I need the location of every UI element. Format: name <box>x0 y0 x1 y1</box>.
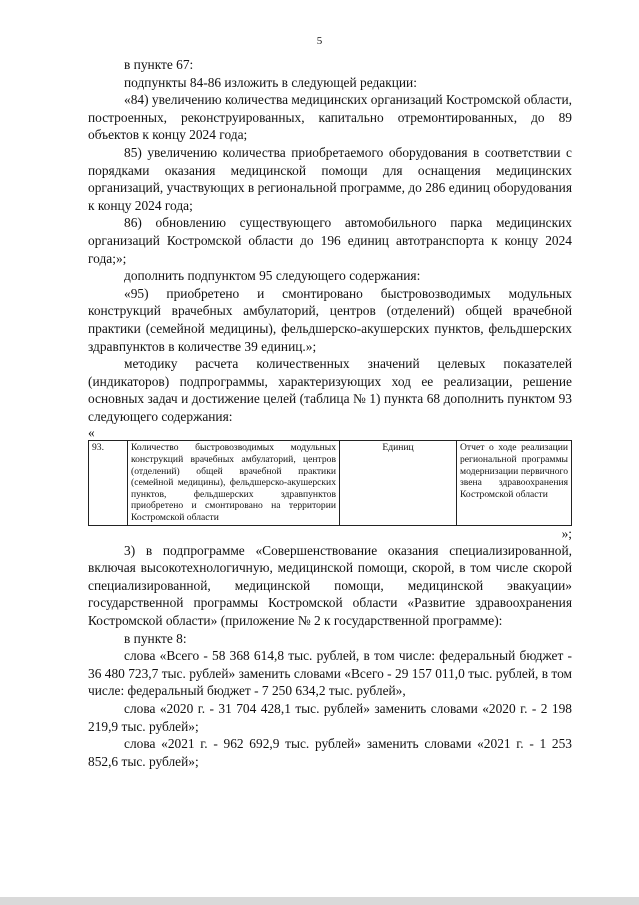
paragraph-subprogram-3: 3) в подпрограмме «Совершенствование оказания специализированной, включая высокотехнологичную, медицинской помощи, скорой, в том числе скорой специализированной, медицинской помощи, медицинской эвакуации» государственной программы Костромской области «Развитие здравоохранения Костромской области» (приложение № 2 к государственной программе): <box>88 542 572 628</box>
cell-source: Отчет о ходе реализации региональной программы модернизации первичного звена здравоохранения Костромской области <box>457 441 572 525</box>
indicator-table <box>88 440 572 525</box>
cell-unit: Единиц <box>340 441 457 525</box>
paragraph-subpoints-84-86: подпункты 84-86 изложить в следующей редакции: <box>124 74 417 90</box>
paragraph-subpoint-85: 85) увеличению количества приобретаемого оборудования в соответствии с порядками оказания медицинской помощи для оснащения медицинских организаций, участвующих в региональной программе, до 286 единиц оборудования к концу 2024 года; <box>88 144 572 213</box>
paragraph-2020-replace: слова «2020 г. - 31 704 428,1 тыс. рублей» заменить словами «2020 г. - 2 198 219,9 тыс. рублей»; <box>88 700 572 734</box>
cell-indicator-name: Количество быстровозводимых модульных конструкций врачебных амбулаторий, центров (отделений) общей врачебной практики (семейной медицины), фельдшерско-акушерских пунктов, фельдшерских здравпунктов приобретено и смонтировано на территории Костромской области <box>128 441 340 525</box>
cell-number: 93. <box>89 441 128 525</box>
paragraph-total-replace: слова «Всего - 58 368 614,8 тыс. рублей, в том числе: федеральный бюджет - 36 480 723,7 тыс. рублей» заменить словами «Всего - 29 157 011,0 тыс. рублей, в том числе: федеральный бюджет - 7 250 634,2 тыс. рублей», <box>88 648 572 699</box>
paragraph-point-8: в пункте 8: <box>124 630 187 646</box>
paragraph-add-subpoint-95: дополнить подпунктом 95 следующего содержания: <box>124 268 421 284</box>
table-open-quote: « <box>88 425 95 441</box>
paragraph-subpoint-95: «95) приобретено и смонтировано быстровозводимых модульных конструкций врачебных амбулаторий, центров (отделений) общей врачебной практики (семейной медицины), фельдшерско-акушерских пунктов, фельдшерских здравпунктов в количестве 39 единиц.»; <box>88 285 572 354</box>
page-number: 5 <box>316 35 323 47</box>
paragraph-methodology: методику расчета количественных значений целевых показателей (индикаторов) подпрограммы, характеризующих ход ее реализации, решение основных задач и достижение целей (таблица № 1) пункта 68 дополнить пунктом 93 следующего содержания: <box>88 356 572 424</box>
paragraph-subpoint-86: 86) обновлению существующего автомобильного парка медицинских организаций Костромской области до 196 единиц автотранспорта к концу 2024 года;»; <box>88 215 572 266</box>
document-body <box>88 56 572 770</box>
paragraph-subpoint-84: «84) увеличению количества медицинских организаций Костромской области, построенных, реконструированных, капитально отремонтированных, до 89 объектов к концу 2024 года; <box>88 92 572 143</box>
paragraph-2021-replace: слова «2021 г. - 962 692,9 тыс. рублей» заменить словами «2021 г. - 1 253 852,6 тыс. рублей»; <box>88 736 572 769</box>
scan-bottom-edge <box>0 897 639 905</box>
table-row <box>89 441 572 525</box>
table-close-quote: »; <box>561 525 572 541</box>
paragraph-point-67: в пункте 67: <box>124 57 194 72</box>
